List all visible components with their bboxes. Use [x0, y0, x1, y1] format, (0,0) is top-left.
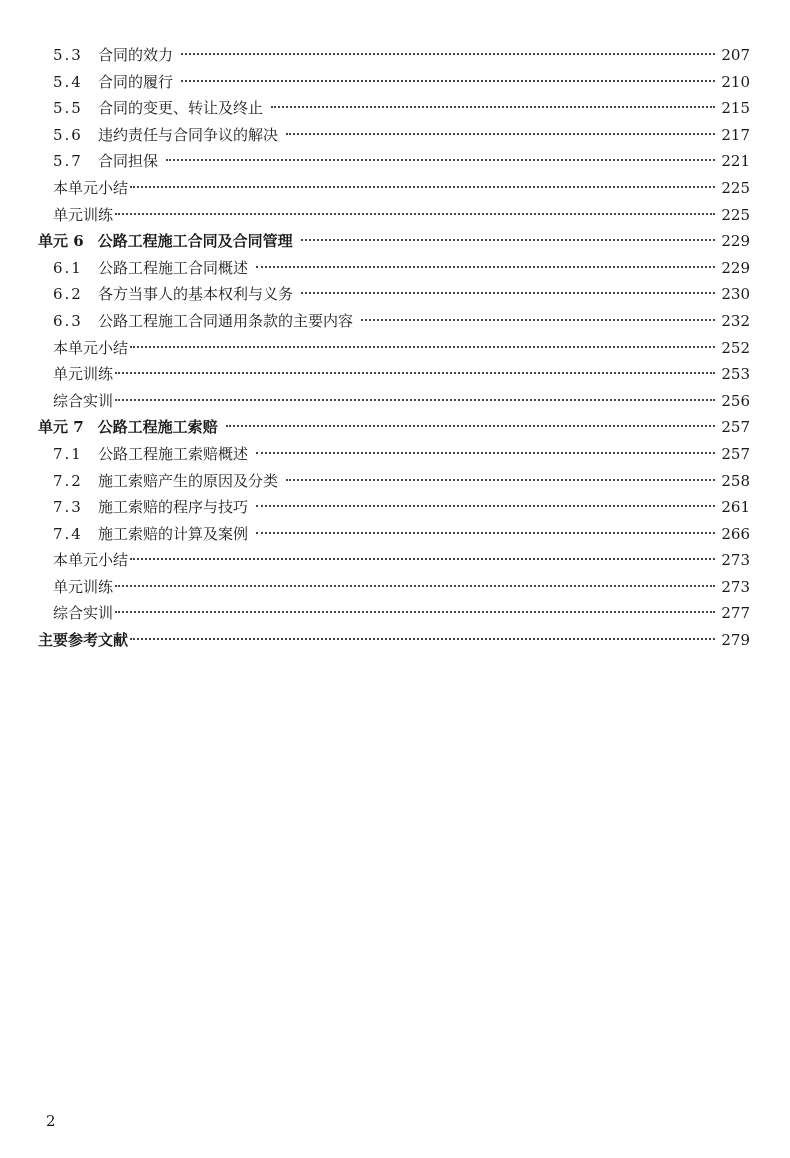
dot-leader — [361, 319, 715, 321]
dot-leader — [271, 106, 715, 108]
toc-entry[interactable] — [38, 547, 750, 574]
toc-entry-page: 230 — [721, 285, 750, 304]
dot-leader — [181, 80, 715, 82]
toc-entry-number: 7.4 — [53, 524, 83, 543]
toc-chapter-page: 279 — [721, 631, 750, 650]
dot-leader — [115, 611, 715, 613]
dot-leader — [166, 159, 715, 161]
toc-entry-number: 6.1 — [53, 258, 83, 277]
page-number: 2 — [46, 1112, 56, 1130]
toc-entry-number: 5.5 — [53, 99, 83, 118]
toc-entry-number: 7.2 — [53, 471, 83, 490]
toc-entry-page: 252 — [721, 338, 750, 357]
toc-entry-page: 229 — [721, 258, 750, 277]
toc-chapter-number: 单元 7 — [38, 418, 84, 437]
toc-entry-title: 单元训练 — [53, 365, 114, 384]
dot-leader — [286, 479, 715, 481]
dot-leader — [226, 425, 716, 427]
toc-entry-number: 6.2 — [53, 285, 83, 304]
toc-entry-title: 公路工程施工合同概述 — [98, 258, 249, 277]
toc-entry[interactable] — [38, 308, 750, 335]
toc-entry[interactable] — [38, 335, 750, 362]
toc-entry-page: 256 — [721, 391, 750, 410]
toc-entry-title: 施工索赔的程序与技巧 — [98, 498, 249, 517]
dot-leader — [130, 558, 715, 560]
toc-entry-number: 7.1 — [53, 444, 83, 463]
toc-entry[interactable] — [38, 202, 750, 229]
toc-entry-title: 综合实训 — [53, 604, 114, 623]
toc-entry-title: 各方当事人的基本权利与义务 — [98, 285, 294, 304]
toc-entry-page: 273 — [721, 551, 750, 570]
toc-entry[interactable] — [38, 95, 750, 122]
toc-entry-title: 合同担保 — [98, 152, 159, 171]
toc-entry-page: 207 — [721, 46, 750, 64]
toc-entry-page: 221 — [721, 152, 750, 171]
toc-entry-page: 215 — [721, 99, 750, 118]
toc-entry[interactable] — [38, 494, 750, 521]
toc-entry[interactable] — [38, 42, 750, 69]
toc-entry[interactable] — [38, 574, 750, 601]
toc-entry-title: 公路工程施工合同通用条款的主要内容 — [98, 311, 354, 330]
dot-leader — [286, 133, 715, 135]
toc-entry-page: 257 — [721, 444, 750, 463]
toc-entry-number: 5.6 — [53, 125, 83, 144]
toc-entry[interactable] — [38, 255, 750, 282]
toc-chapter-title: 公路工程施工合同及合同管理 — [97, 232, 293, 251]
toc-entry-title: 公路工程施工索赔概述 — [98, 444, 249, 463]
toc-entry-title: 综合实训 — [53, 391, 114, 410]
toc-entry[interactable] — [38, 69, 750, 96]
toc-entry[interactable] — [38, 175, 750, 202]
toc-entry-title: 合同的效力 — [98, 46, 174, 64]
toc-entry-page: 258 — [721, 471, 750, 490]
toc-entry-title: 施工索赔产生的原因及分类 — [98, 471, 279, 490]
dot-leader — [256, 532, 715, 534]
toc-chapter[interactable] — [38, 414, 750, 441]
toc-entry-title: 违约责任与合同争议的解决 — [98, 125, 279, 144]
toc-entry-page: 225 — [721, 205, 750, 224]
dot-leader — [301, 292, 715, 294]
toc-entry[interactable] — [38, 148, 750, 175]
toc-entry-number: 7.3 — [53, 498, 83, 517]
toc-entry[interactable] — [38, 521, 750, 548]
toc-entry-title: 单元训练 — [53, 205, 114, 224]
dot-leader — [256, 505, 715, 507]
dot-leader — [115, 372, 715, 374]
dot-leader — [256, 452, 715, 454]
toc-entry-title: 合同的变更、转让及终止 — [98, 99, 264, 118]
toc-entry-page: 217 — [721, 125, 750, 144]
dot-leader — [301, 239, 716, 241]
toc-entry[interactable] — [38, 600, 750, 627]
toc-entry-page: 253 — [721, 365, 750, 384]
dot-leader — [115, 585, 715, 587]
table-of-contents — [38, 42, 750, 654]
toc-entry[interactable] — [38, 468, 750, 495]
toc-chapter-number: 单元 6 — [38, 232, 84, 251]
toc-entry-title: 单元训练 — [53, 577, 114, 596]
toc-entry-page: 210 — [721, 72, 750, 91]
dot-leader — [115, 213, 715, 215]
toc-entry-number: 6.3 — [53, 311, 83, 330]
toc-entry[interactable] — [38, 441, 750, 468]
toc-entry-page: 277 — [721, 604, 750, 623]
dot-leader — [130, 346, 715, 348]
toc-chapter[interactable] — [38, 627, 750, 654]
toc-entry[interactable] — [38, 281, 750, 308]
toc-chapter-page: 257 — [721, 418, 750, 437]
dot-leader — [130, 638, 715, 640]
toc-chapter-page: 229 — [721, 232, 750, 251]
toc-entry-page: 232 — [721, 311, 750, 330]
toc-entry[interactable] — [38, 122, 750, 149]
toc-entry[interactable] — [38, 361, 750, 388]
toc-entry-page: 225 — [721, 178, 750, 197]
toc-entry-title: 本单元小结 — [53, 338, 129, 357]
dot-leader — [181, 53, 715, 55]
toc-entry-page: 261 — [721, 498, 750, 517]
toc-chapter-title: 公路工程施工索赔 — [97, 418, 218, 437]
toc-entry-page: 273 — [721, 577, 750, 596]
toc-entry-title: 施工索赔的计算及案例 — [98, 524, 249, 543]
toc-entry-title: 本单元小结 — [53, 551, 129, 570]
toc-entry-number: 5.7 — [53, 152, 83, 171]
dot-leader — [130, 186, 715, 188]
toc-entry[interactable] — [38, 388, 750, 415]
toc-chapter[interactable] — [38, 228, 750, 255]
toc-entry-number: 5.3 — [53, 46, 83, 64]
toc-entry-title: 本单元小结 — [53, 178, 129, 197]
dot-leader — [256, 266, 715, 268]
toc-entry-page: 266 — [721, 524, 750, 543]
toc-entry-title: 合同的履行 — [98, 72, 174, 91]
toc-entry-number: 5.4 — [53, 72, 83, 91]
toc-chapter-title: 主要参考文献 — [38, 631, 129, 650]
dot-leader — [115, 399, 715, 401]
